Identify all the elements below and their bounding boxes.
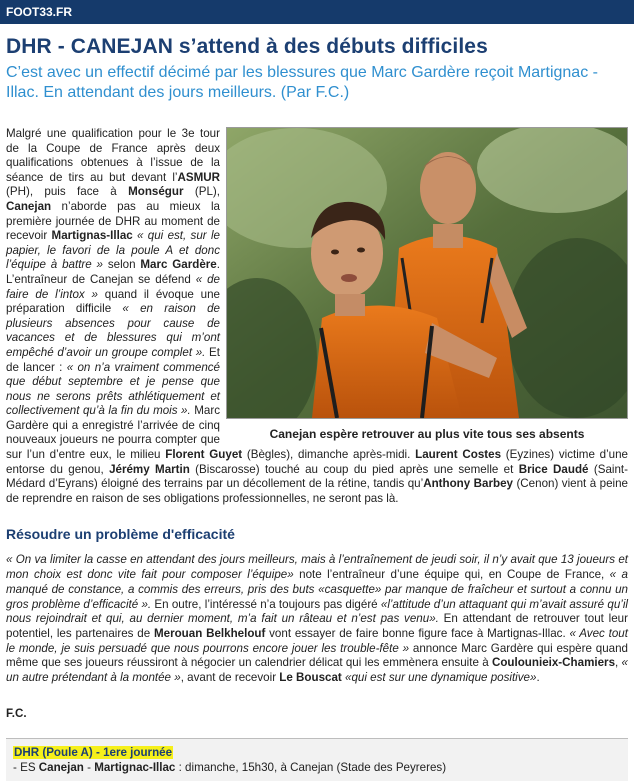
bold-name: Jérémy Martin xyxy=(109,462,190,476)
bold-name: Merouan Belkhelouf xyxy=(153,626,266,640)
text-run: (Saint-Médard d’Eyrans) éloigné des terrains par un décollement de la rétine, tandis qu’ xyxy=(6,462,628,491)
article-subheading: Résoudre un problème d'efficacité xyxy=(6,526,235,543)
text-run: (Bègles), dimanche après-midi. xyxy=(242,448,416,462)
bold-name: Laurent Costes xyxy=(415,448,502,462)
author-signature: F.C. xyxy=(6,706,27,720)
article-container xyxy=(0,35,634,781)
match-fixture-box xyxy=(6,738,628,781)
bold-name: Marc Gardère xyxy=(140,258,217,272)
quote-text: « Avec tout le monde, je suis persuadé que nous pourrons encore jouer les trouble-fête » xyxy=(6,626,628,655)
fixture-home-team: Canejan xyxy=(38,760,84,774)
text-run: (Biscarosse) touché au coup du pied après une semelle et xyxy=(189,462,519,476)
bold-name: Anthony Barbey xyxy=(423,477,513,491)
text-run: En attendant de retrouver tout leur potentiel, les partenaires de xyxy=(6,612,628,640)
text-run: vont essayer de faire bonne figure face à Martignas-Illac. xyxy=(265,626,570,640)
article-title: DHR - CANEJAN s’attend à des débuts difficiles xyxy=(6,35,488,58)
article-photo xyxy=(226,127,628,419)
bold-name: Le Bouscat xyxy=(279,671,342,685)
text-run: . L’entraîneur de Canejan se défend xyxy=(6,258,220,286)
quote-text: « de faire de l’intox » xyxy=(6,272,220,301)
bold-name: ASMUR xyxy=(177,170,220,184)
article-paragraph-2 xyxy=(6,553,628,685)
site-header xyxy=(0,0,634,24)
fixture-line xyxy=(13,760,621,775)
text-run: . xyxy=(536,671,540,685)
article-figure xyxy=(226,127,628,441)
text-run: quand il évoque une préparation difficile xyxy=(6,287,221,316)
bold-name: Monségur xyxy=(128,185,184,199)
bold-name: Brice Daudé xyxy=(518,462,589,476)
quote-text: « qui est, sur le papier, le favori de la poule A et donc l’équipe à battre » xyxy=(6,229,220,272)
text-run: Marc Gardère qui a enregistré l’arrivée de cinq nouveaux joueurs ne pourra compter que sur l’un d’entre eux, le milieu xyxy=(6,404,221,462)
text-run: (PL), xyxy=(183,185,220,199)
text-run: Et de lancer : xyxy=(6,345,220,374)
text-run: , xyxy=(615,656,622,670)
fixture-header: DHR (Poule A) - 1ere journée xyxy=(14,745,173,759)
fixture-prefix: - ES xyxy=(13,760,39,774)
quote-text: « un autre prétendant à la montée » xyxy=(6,656,628,685)
quote-text: « On va limiter la casse en attendant des jours meilleurs, mais à l’entraînement de jeudi soir, il n’y avait que 13 joueurs et mon choix est donc vite fait pour composer l’équipe» xyxy=(6,553,628,582)
site-logo-text[interactable]: FOOT33.FR xyxy=(6,5,73,19)
photo-caption: Canejan espère retrouver au plus vite tous ses absents xyxy=(269,427,585,441)
text-run: selon xyxy=(107,258,141,272)
fixture-separator: - xyxy=(83,760,95,774)
quote-text: « on n’a vraiment commencé que début septembre et je pense que nous ne serons prêts athlétiquement et collectivement qu’à la fin du mois ». xyxy=(6,360,221,418)
article-body xyxy=(6,127,628,781)
bold-name: Canejan xyxy=(6,199,52,213)
bold-name: Martignas-Illac xyxy=(51,229,133,243)
quote-text: «l’attitude d’un attaquant qui m’avait assuré qu’il nous rejoindrait et qui, au dernier moment, m’a fait un râteau et n’est pas venu». xyxy=(6,597,629,626)
text-run: , avant de recevoir xyxy=(180,671,280,685)
quote-text: «qui est sur une dynamique positive» xyxy=(345,671,537,685)
text-run: (Cenon) vient à peine de reprendre en raison de ses obligations professionnelles, ne seront pas là. xyxy=(6,477,628,505)
text-run: En outre, l’intéressé n’a toujours pas digéré xyxy=(151,597,381,611)
quote-text: « a manqué de constance, a commis des erreurs, pris des buts «casquette» par manque de fraîcheur et surtout a connu un gros problème d’efficacité ». xyxy=(6,568,628,611)
text-run: annonce Marc Gardère qui espère quand même que ses joueurs réussiront à négocier un calendrier délicat qui les emmènera ensuite à xyxy=(6,641,628,670)
text-run: note l’entraîneur d’une équipe qui, en Coupe de France, xyxy=(293,568,610,582)
fixture-away-team: Martignac-Illac xyxy=(94,760,176,774)
text-run: (Eyzines) victime d’une entorse du genou, xyxy=(6,448,629,476)
text-run: n’aborde pas au mieux la première journée de DHR au moment de recevoir xyxy=(6,199,220,243)
bold-name: Florent Guyet xyxy=(165,448,243,462)
bold-name: Coulounieix-Chamiers xyxy=(491,656,616,670)
text-run: Malgré une qualification pour le 3e tour de la Coupe de France après deux qualifications obtenues à l’issue de la séance de tirs au but devant l’ xyxy=(6,127,220,184)
text-run: (PH), puis face à xyxy=(6,185,129,199)
article-lead: C’est avec un effectif décimé par les blessures que Marc Gardère reçoit Martignac -Illac. En attendant des jours meilleurs. (Par F.C.) xyxy=(6,64,598,101)
quote-text: « en raison de plusieurs absences pour cause de vacances et de blessures qui m’ont empêché d’avoir un groupe complet ». xyxy=(6,302,220,359)
fixture-details: : dimanche, 15h30, à Canejan (Stade des Peyreres) xyxy=(175,760,447,774)
